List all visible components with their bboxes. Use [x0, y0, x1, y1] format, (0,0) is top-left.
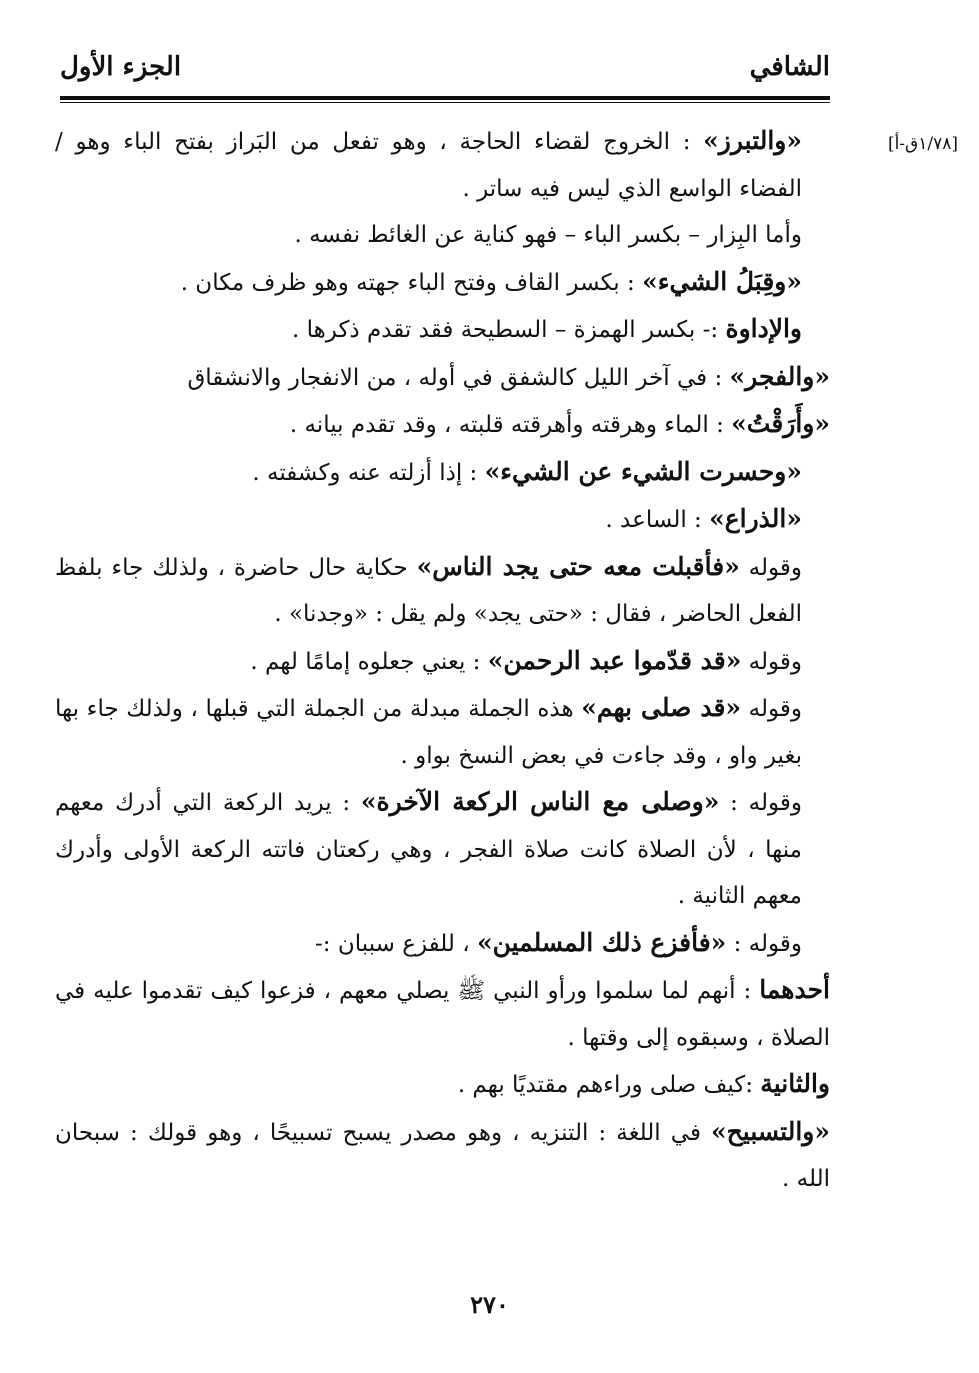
- paragraph: «وحسرت الشيء عن الشيء» : إذا أزلته عنه وكشفته .: [252, 456, 802, 486]
- body-text: [55, 118, 830, 1203]
- book-title: الشافي: [749, 52, 830, 82]
- paragraph: وقوله : «فأفزع ذلك المسلمين» ، للفزع سببان :-: [315, 927, 802, 957]
- page-header: [60, 52, 830, 92]
- paragraph: وقوله «قد قدّموا عبد الرحمن» : يعني جعلوه إمامًا لهم .: [250, 645, 802, 675]
- paragraph: وقوله «فأقبلت معه حتى يجد الناس» حكاية حال حاضرة ، ولذلك جاء بلفظ الفعل الحاضر ، فقال : «حتى يجد» ولم يقل : «وجدنا» .: [55, 551, 802, 627]
- paragraph: «والفجر» : في آخر الليل كالشفق في أوله ، من الانفجار والانشقاق: [187, 361, 830, 391]
- paragraph: والإداوة :- بكسر الهمزة – السطيحة فقد تقدم ذكرها .: [292, 314, 802, 343]
- header-rule-thin: [60, 102, 830, 103]
- paragraph: وأما البِزار – بكسر الباء – فهو كناية عن الغائط نفسه .: [294, 222, 802, 248]
- header-rule: [60, 96, 830, 100]
- paragraph: وقوله : «وصلى مع الناس الركعة الآخرة» : يريد الركعة التي أدرك معهم منها ، لأن الصلاة كانت صلاة الفجر ، وهي ركعتان فاتته الركعة الأولى وأدرك معهم الثانية .: [55, 787, 802, 909]
- page-number: ٢٧٠: [470, 1290, 509, 1319]
- volume-label: الجزء الأول: [60, 52, 182, 82]
- manuscript-folio-note: [١/٧٨ق-أ]: [887, 134, 958, 154]
- paragraph: «والتبرز» : الخروج لقضاء الحاجة ، وهو تفعل من البَراز بفتح الباء وهو / الفضاء الواسع الذي ليس فيه ساتر .: [55, 126, 802, 202]
- paragraph: «والتسبيح» في اللغة : التنزيه ، وهو مصدر يسبح تسبيحًا ، وهو قولك : سبحان الله .: [55, 1116, 830, 1192]
- paragraph: وقوله «قد صلى بهم» هذه الجملة مبدلة من الجملة التي قبلها ، ولذلك جاء بها بغير واو ، وقد جاءت في بعض النسخ بواو .: [55, 693, 802, 769]
- paragraph: والثانية :كيف صلى وراءهم مقتديًا بهم .: [457, 1069, 830, 1098]
- paragraph: «وقِبَلُ الشيء» : بكسر القاف وفتح الباء جهته وهو ظرف مكان .: [180, 266, 802, 296]
- paragraph: «الذراع» : الساعد .: [605, 504, 802, 533]
- paragraph: «وأَرَقْتُ» : الماء وهرقته وأهرقته قلبته ، وقد تقدم بيانه .: [289, 409, 830, 438]
- paragraph: أحدهما : أنهم لما سلموا ورأو النبي ﷺ يصلي معهم ، فزعوا كيف تقدموا عليه في الصلاة ، وسبقوه إلى وقتها .: [55, 975, 830, 1051]
